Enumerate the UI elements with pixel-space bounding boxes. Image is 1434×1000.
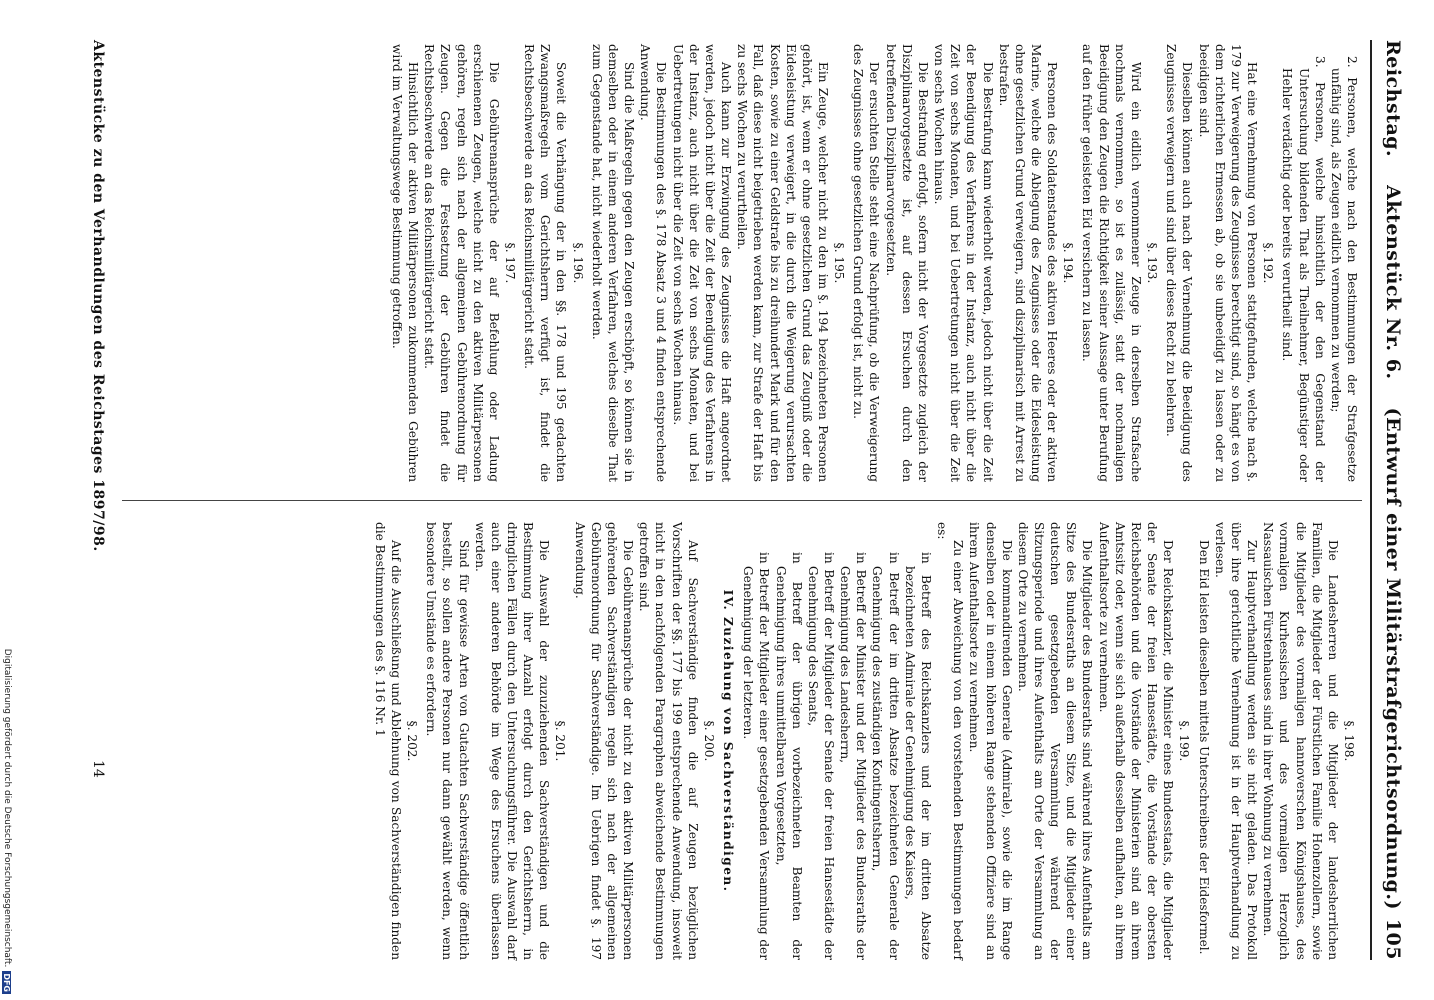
section-heading: §. 200. [701, 720, 716, 762]
section-heading: §. 194. [1061, 242, 1076, 284]
paragraph: Zur Hauptverhandlung werden sie nicht geladen. Das Protokoll über ihre gerichtliche Vernehmung ist in der Hauptverhandlung zu verlesen. [1212, 522, 1260, 960]
header-rule [1370, 40, 1372, 960]
paragraph: Dieselben können auch nach der Vernehmung die Beeidigung des Zeugnisses verweigern und sind über dieses Recht zu belehren. [1164, 44, 1195, 482]
paragraph: Sind die Maßregeln gegen den Zeugen erschöpft, so können sie in demselben oder in einem anderen Verfahren, welches dieselbe That zum Gegenstande hat, nicht wiederholt werden. [589, 44, 637, 482]
column-divider [122, 500, 1362, 501]
section-heading: §. 193. [1145, 242, 1160, 284]
list-item: in Betreff des Reichskanzlers und der im dritten Absatze bezeichneten Admirale der Genehmigung des Kaisers, [902, 552, 933, 960]
paragraph: Hat eine Vernehmung von Personen stattgefunden, welche nach §. 179 zur Verweigerung des Zeugnisses berechtigt sind, so hängt es von dem richterlichen Ermessen ab, ob sie unbeeidigt zu lassen oder zu beeidigen sind. [1196, 44, 1260, 482]
header-title: (Entwurf einer Militärstrafgerichtsordnung.) [1382, 407, 1404, 910]
paragraph: Auf die Ausschließung und Ablehnung von Sachverständigen finden die Bestimmungen des §. 116 Nr. 1 [372, 522, 403, 960]
list-item: 3. Personen, welche hinsichtlich der den Gegenstand der Untersuchung bildenden That als Theilnehmer, Begünstiger oder Hehler verdächtig oder bereits verurtheilt sind. [1280, 56, 1327, 482]
list-item: in Betreff der Mitglieder einer gesetzgebenden Versammlung der Genehmigung der letzteren. [741, 552, 772, 960]
paragraph: Den Eid leisten dieselben mittels Unterschreibens der Eidesformel. [1196, 540, 1211, 955]
paragraph: Die Bestrafung kann wiederholt werden, jedoch nicht über die Zeit der Beendigung des Verfahrens in der Instanz, auch nicht über die Zeit von sechs Monaten, und bei Uebertretungen nicht über die Zeit von sechs Wochen hinaus. [932, 44, 995, 482]
paragraph: Die Gebührenansprüche der nicht zu den aktiven Militärpersonen gehörenden Sachverständigen regeln sich nach der allgemeinen Gebührenordnung für Sachverständige. Im Uebrigen findet §. 197 Anwendung. [572, 522, 636, 960]
section-heading: §. 198. [1342, 720, 1356, 762]
footer-source: Aktenstücke zu den Verhandlungen des Reichstages 1897/98. [90, 40, 106, 552]
page-number: 105 [1382, 918, 1404, 960]
footer-sheet-number: 14 [90, 760, 106, 778]
paragraph: Wird ein eidlich vernommener Zeuge in derselben Strafsache nochmals vernommen, so ist es zulässig, statt der nochmaligen Beeidigung den Zeugen die Richtigkeit seiner Aussage unter Berufung auf den früher geleisteten Eid versichern zu lassen. [1080, 44, 1143, 482]
credit-strip [0, 0, 14, 1000]
list-item: in Betreff der Minister und der Mitglieder des Bundesraths der Genehmigung des Landesherrn, [838, 552, 869, 960]
list-item: 2. Personen, welche nach den Bestimmungen der Strafgesetze unfähig sind, als Zeugen eidlich vernommen zu werden; [1328, 56, 1359, 482]
paragraph: Personen des Soldatenstandes des aktiven Heeres oder der aktiven Marine, welche die Ablegung des Zeugnisses oder die Eidesleistung ohne gesetzlichen Grund verweigern, sind disziplinarisch mit Arrest zu bestrafen. [996, 44, 1060, 482]
paragraph: Der Reichskanzler, die Minister eines Bundesstaats, die Mitglieder der Senate der freien Hansestädte, die Vorstände der obersten Reichsbehörden und die Vorstände der Ministerien sind an ihrem Amtssitz oder, wenn sie sich außerhalb desselben aufhalten, an ihrem Aufenthaltsorte zu vernehmen. [1096, 522, 1176, 960]
dfg-logo: DFG [2, 973, 12, 992]
list-item: in Betreff der übrigen vorbezeichneten Beamten der Genehmigung ihres unmittelbaren Vorgesetzten, [773, 552, 804, 960]
page-footer [90, 40, 106, 960]
paragraph: Die Bestimmungen des §. 178 Absatz 3 und 4 finden entsprechende Anwendung. [638, 44, 669, 482]
paragraph: Soweit die Verhängung der in den §§. 178 und 195 gedachten Zwangsmaßregeln vom Gerichtsherrn verfügt ist, findet die Rechtsbeschwerde an das Reichsmilitärgericht statt. [522, 44, 569, 482]
paragraph: Die Bestrafung erfolgt, sofern nicht der Vorgesetzte zugleich der Disziplinarvorgesetzte ist, auf dessen Ersuchen durch den betreffenden Disziplinarvorgesetzten. [883, 44, 930, 482]
section-heading: §. 201. [553, 720, 568, 762]
paragraph: Ein Zeuge, welcher nicht zu den im §. 194 bezeichneten Personen gehört, ist, wenn er ohne gesetzlichen Grund das Zeugniß oder die Eidesleistung verweigert, in die durch die Weigerung verursachten Kosten, sowie zu einer Geldstrafe bis zu dreihundert Mark und für den Fall, daß diese nicht beigetrieben werden kann, zur Strafe der Haft bis zu sechs Wochen zu verurtheilen. [735, 44, 830, 482]
digitization-credit: Digitalisierung gefördert durch die Deutsche Forschungsgemeinschaft. [2, 648, 12, 968]
paragraph: Zu einer Abweichung von den vorstehenden Bestimmungen bedarf es: [935, 522, 966, 960]
paragraph: Die kommandirenden Generale (Admirale), sowie die im Range denselben oder in einem höheren Range stehenden Offiziere sind an ihrem Aufenthaltsorte zu vernehmen. [967, 522, 1014, 960]
paragraph: Hinsichtlich der aktiven Militärpersonen zukommenden Gebühren wird im Verwaltungswege Bestimmung getroffen. [389, 44, 421, 482]
paragraph: Die Auswahl der zuzuziehenden Sachverständigen und die Bestimmung ihrer Anzahl erfolgt durch den Gerichtsherrn, in dringlichen Fällen durch den Untersuchungsführer. Die Auswahl darf auch einer anderen Behörde im Wege des Ersuchens überlassen werden. [472, 522, 552, 960]
section-heading: §. 202. [405, 720, 420, 762]
left-column [389, 44, 1360, 482]
paragraph: Die Landesherren und die Mitglieder der landesherrlichen Familien, die Mitglieder der Fürstlichen Familie Hohenzollern, sowie die Mitglieder des vormaligen hannoverschen Königshauses, des vormaligen Kurhessischen und des vormaligen Herzoglich Nassauischen Fürstenhauses sind in ihrer Wohnung zu vernehmen. [1261, 522, 1340, 960]
section-heading: §. 196. [570, 242, 585, 284]
header-aktenstueck: Aktenstück Nr. 6. [1382, 185, 1404, 380]
section-heading: §. 195. [832, 242, 847, 284]
list-item: in Betreff der im dritten Absatze bezeichneten Generale der Genehmigung des zuständigen Kontingentsherrn, [870, 552, 901, 960]
section-heading: §. 199. [1177, 720, 1192, 762]
section-heading: §. 197. [503, 242, 518, 284]
paragraph: Der ersuchten Stelle steht eine Nachprüfung, ob die Verweigerung des Zeugnisses ohne gesetzlichen Grund erfolgt ist, nicht zu. [851, 44, 882, 482]
paragraph: Auch kann zur Erzwingung des Zeugnisses die Haft angeordnet werden, jedoch nicht über die Zeit der Beendigung des Verfahrens in der Instanz, auch nicht über die Zeit von sechs Monaten, und bei Uebertretungen nicht über die Zeit von sechs Wochen hinaus. [670, 44, 734, 482]
page-header [1382, 40, 1416, 960]
header-reichstag: Reichstag. [1382, 40, 1404, 158]
list-item: in Betreff der Mitglieder der Senate der freien Hansestädte der Genehmigung des Senats, [805, 552, 836, 960]
paragraph: Auf Sachverständige finden die auf Zeugen bezüglichen Vorschriften der §§. 177 bis 199 entsprechende Anwendung, insoweit nicht in den nachfolgenden Paragraphen abweichende Bestimmungen getroffen sind. [637, 522, 700, 960]
right-column [372, 522, 1360, 960]
part-heading: IV. Zuziehung von Sachverständigen. [721, 589, 736, 893]
paragraph: Die Gebührenansprüche der auf Befehlung oder Ladung erschienenen Zeugen, welche nicht zu den aktiven Militärpersonen gehören, regeln sich nach der allgemeinen Gebührenordnung für Zeugen. Gegen die Festsetzung der Gebühren findet die Rechtsbeschwerde an das Reichsmilitärgericht statt. [422, 44, 501, 482]
paragraph: Die Mitglieder des Bundesraths sind während ihres Aufenthalts am Sitze des Bundesraths an diesem Sitze, und die Mitglieder einer deutschen gesetzgebenden Versammlung während der Sitzungsperiode und ihres Aufenthalts am Orte der Versammlung an diesem Orte zu vernehmen. [1015, 522, 1095, 960]
paragraph: Sind für gewisse Arten von Gutachten Sachverständige öffentlich bestellt, so sollen andere Personen nur dann gewählt werden, wenn besondere Umstände es erfordern. [424, 522, 471, 960]
section-heading: §. 192. [1261, 242, 1276, 284]
